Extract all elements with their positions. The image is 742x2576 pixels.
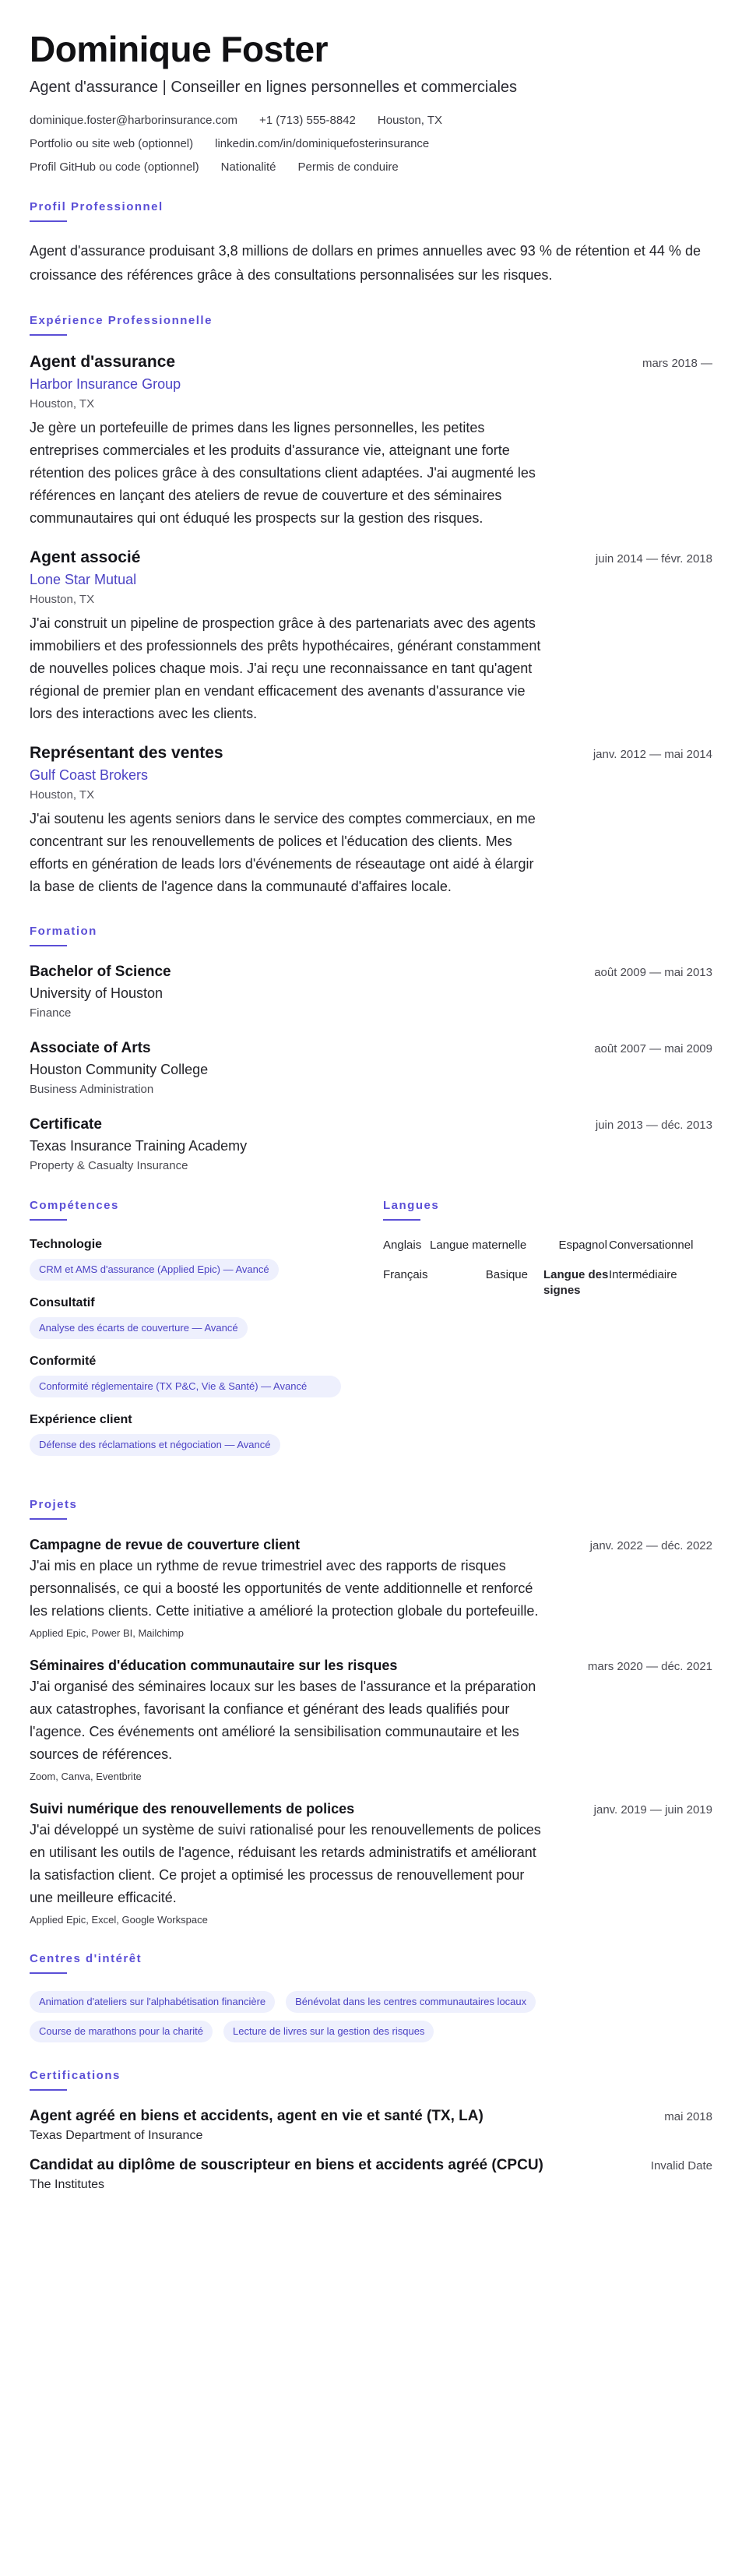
section-title: Langues — [383, 1198, 440, 1212]
education-section — [30, 925, 712, 1172]
education-entry — [30, 964, 712, 1020]
project-tools: Applied Epic, Excel, Google Workspace — [30, 1913, 208, 1926]
company-name: Harbor Insurance Group — [30, 375, 181, 392]
language-name: Anglais — [383, 1238, 422, 1252]
contact-block — [30, 114, 712, 174]
languages-column — [383, 1199, 702, 1471]
skill-category: Technologie — [30, 1237, 103, 1251]
projects-section — [30, 1498, 712, 1926]
section-divider — [30, 2089, 67, 2091]
summary-section — [30, 200, 712, 287]
language-level: Langue maternelle — [430, 1238, 527, 1252]
job-dates: mars 2018 — — [642, 356, 712, 370]
company-name: Lone Star Mutual — [30, 571, 137, 587]
study-area: Business Administration — [30, 1082, 154, 1096]
job-title: Agent associé — [30, 548, 141, 566]
job-location: Houston, TX — [30, 788, 95, 802]
section-title: Centres d'intérêt — [30, 1951, 142, 1965]
project-dates: mars 2020 — déc. 2021 — [587, 1659, 712, 1673]
candidate-headline: Agent d'assurance | Conseiller en lignes personnelles et commerciales — [30, 78, 518, 96]
project-tools: Applied Epic, Power BI, Mailchimp — [30, 1626, 184, 1639]
skills-column — [30, 1199, 352, 1471]
skill-group — [30, 1413, 352, 1456]
contact-row — [30, 137, 712, 150]
section-title: Projets — [30, 1497, 78, 1511]
language-row — [383, 1267, 702, 1299]
section-title: Certifications — [30, 2068, 121, 2082]
project-tools: Zoom, Canva, Eventbrite — [30, 1770, 142, 1782]
job-description: J'ai soutenu les agents seniors dans le service des comptes commerciaux, en me concentrant sur les renouvellements de polices et l'éducation des clients. Mes efforts en génération de leads lors d'événements de réseautage ont aidé à élargir la base de clients de l'agence dans la communauté d'affaires locale. — [30, 810, 536, 894]
interests-section — [30, 1952, 712, 2042]
section-title: Compétences — [30, 1198, 119, 1212]
section-title: Formation — [30, 924, 97, 938]
project-title: Campagne de revue de couverture client — [30, 1536, 301, 1552]
job-dates: juin 2014 — févr. 2018 — [595, 551, 712, 566]
project-dates: janv. 2019 — juin 2019 — [593, 1802, 712, 1817]
project-dates: janv. 2022 — déc. 2022 — [589, 1538, 712, 1552]
school-name: University of Houston — [30, 985, 164, 1001]
project-description: J'ai développé un système de suivi rationalisé pour les renouvellements de polices en utilisant les outils de l'agence, réduisant les retards administratifs et améliorant la satisfaction client. Ce projet a optimisé les processus de renouvellement pour une meilleure efficacité. — [30, 1821, 541, 1905]
language-level: Intermédiaire — [609, 1267, 677, 1281]
section-title: Profil Professionnel — [30, 199, 164, 213]
skill-chip: Défense des réclamations et négociation — Avancé — [30, 1434, 280, 1456]
certifications-section — [30, 2069, 712, 2192]
certification-entry — [30, 2157, 712, 2192]
school-name: Texas Insurance Training Academy — [30, 1137, 248, 1154]
skill-group — [30, 1238, 352, 1281]
github-link[interactable]: Profil GitHub ou code (optionnel) — [30, 160, 199, 174]
skills-languages-section — [30, 1199, 712, 1471]
certification-entry — [30, 2108, 712, 2143]
project-description: J'ai organisé des séminaires locaux sur les bases de l'assurance et la préparation aux catastrophes, favorisant la confiance et générant des leads qualifiés pour l'agence. Ces événements ont amélioré la sensibilisation communautaire et les sources de références. — [30, 1678, 536, 1762]
degree: Bachelor of Science — [30, 963, 171, 980]
study-area: Property & Casualty Insurance — [30, 1158, 188, 1172]
interest-chip: Lecture de livres sur la gestion des risques — [223, 2021, 434, 2042]
skill-chip: CRM et AMS d'assurance (Applied Epic) — Avancé — [30, 1259, 279, 1281]
degree: Certificate — [30, 1115, 102, 1133]
nationality: Nationalité — [220, 160, 276, 174]
experience-entry — [30, 353, 712, 530]
language-name: Français — [383, 1267, 428, 1281]
experience-entry — [30, 548, 712, 725]
contact-row — [30, 160, 712, 174]
certification-date: Invalid Date — [650, 2158, 712, 2173]
section-title: Expérience Professionnelle — [30, 313, 213, 327]
language-name: Langue des signes — [543, 1267, 609, 1297]
interest-chip: Course de marathons pour la charité — [30, 2021, 213, 2042]
experience-entry — [30, 744, 712, 898]
education-dates: août 2007 — mai 2009 — [594, 1041, 712, 1055]
candidate-name: Dominique Foster — [30, 29, 329, 69]
school-name: Houston Community College — [30, 1061, 209, 1077]
skill-chip: Conformité réglementaire (TX P&C, Vie & Santé) — Avancé — [30, 1376, 341, 1397]
certification-issuer: Texas Department of Insurance — [30, 2128, 203, 2142]
project-title: Suivi numérique des renouvellements de polices — [30, 1800, 355, 1817]
project-entry — [30, 1658, 712, 1782]
driving-license: Permis de conduire — [297, 160, 399, 174]
skill-chip: Analyse des écarts de couverture — Avancé — [30, 1317, 248, 1339]
certification-title: Candidat au diplôme de souscripteur en biens et accidents agréé (CPCU) — [30, 2156, 543, 2173]
language-row — [383, 1238, 702, 1253]
degree: Associate of Arts — [30, 1039, 151, 1056]
job-title: Agent d'assurance — [30, 352, 176, 371]
education-entry — [30, 1040, 712, 1096]
certification-issuer: The Institutes — [30, 2177, 105, 2191]
job-location: Houston, TX — [30, 396, 95, 411]
section-divider — [383, 1219, 420, 1221]
job-description: Je gère un portefeuille de primes dans les lignes personnelles, les petites entreprises commerciales et les produits d'assurance vie, atteignant une forte rétention des polices grâce à des consultations client adaptées. J'ai augmenté les références en lançant des ateliers de revue de couverture et des séminaires communautaires qui ont éduqué les prospects sur la gestion des risques. — [30, 419, 536, 526]
section-divider — [30, 1219, 67, 1221]
section-divider — [30, 1972, 67, 1974]
education-dates: juin 2013 — déc. 2013 — [595, 1118, 712, 1132]
section-divider — [30, 220, 67, 222]
project-entry — [30, 1801, 712, 1926]
experience-section — [30, 314, 712, 898]
job-description: J'ai construit un pipeline de prospection grâce à des partenariats avec des agents immobiliers et des professionnels des prêts hypothécaires, générant constamment de nouvelles polices chaque mois. J'ai reçu une reconnaissance en tant qu'agent régional de premier plan en vendant efficacement des avenants d'assurance vie lors des interactions avec les clients. — [30, 615, 541, 721]
interest-chip: Animation d'ateliers sur l'alphabétisation financière — [30, 1991, 275, 2013]
project-entry — [30, 1537, 712, 1639]
skill-category: Expérience client — [30, 1412, 132, 1426]
job-dates: janv. 2012 — mai 2014 — [593, 747, 712, 761]
section-divider — [30, 1518, 67, 1520]
study-area: Finance — [30, 1006, 72, 1020]
skill-category: Conformité — [30, 1354, 97, 1368]
interest-chip: Bénévolat dans les centres communautaires locaux — [286, 1991, 536, 2013]
job-title: Représentant des ventes — [30, 743, 223, 762]
resume-header — [30, 30, 712, 174]
language-level: Basique — [485, 1267, 528, 1281]
job-location: Houston, TX — [30, 592, 95, 606]
education-dates: août 2009 — mai 2013 — [594, 965, 712, 979]
project-description: J'ai mis en place un rythme de revue trimestriel avec des rapports de risques personnalisés, ce qui a boosté les opportunités de vente additionnelle et renforcé les relations clients. Cette initiative a amélioré la protection globale du portefeuille. — [30, 1557, 539, 1619]
section-divider — [30, 334, 67, 336]
skill-group — [30, 1296, 352, 1339]
skill-category: Consultatif — [30, 1295, 95, 1309]
section-divider — [30, 945, 67, 946]
certification-title: Agent agréé en biens et accidents, agent en vie et santé (TX, LA) — [30, 2107, 484, 2124]
portfolio-link[interactable]: Portfolio ou site web (optionnel) — [30, 136, 194, 150]
language-name: Espagnol — [558, 1238, 607, 1252]
location: Houston, TX — [377, 113, 442, 127]
phone-number[interactable]: +1 (713) 555-8842 — [259, 113, 356, 127]
project-title: Séminaires d'éducation communautaire sur les risques — [30, 1657, 398, 1673]
summary-text: Agent d'assurance produisant 3,8 millions de dollars en primes annuelles avec 93 % de rétention et 44 % de croissance des références grâce à des consultations personnalisées sur les risques. — [30, 242, 701, 283]
contact-row — [30, 114, 712, 127]
email-link[interactable]: dominique.foster@harborinsurance.com — [30, 113, 238, 127]
interests-list — [30, 1991, 652, 2042]
skill-group — [30, 1355, 352, 1397]
company-name: Gulf Coast Brokers — [30, 766, 149, 783]
education-entry — [30, 1116, 712, 1172]
certification-date: mai 2018 — [664, 2109, 712, 2123]
linkedin-link[interactable]: linkedin.com/in/dominiquefosterinsurance — [215, 136, 430, 150]
language-level: Conversationnel — [609, 1238, 694, 1252]
